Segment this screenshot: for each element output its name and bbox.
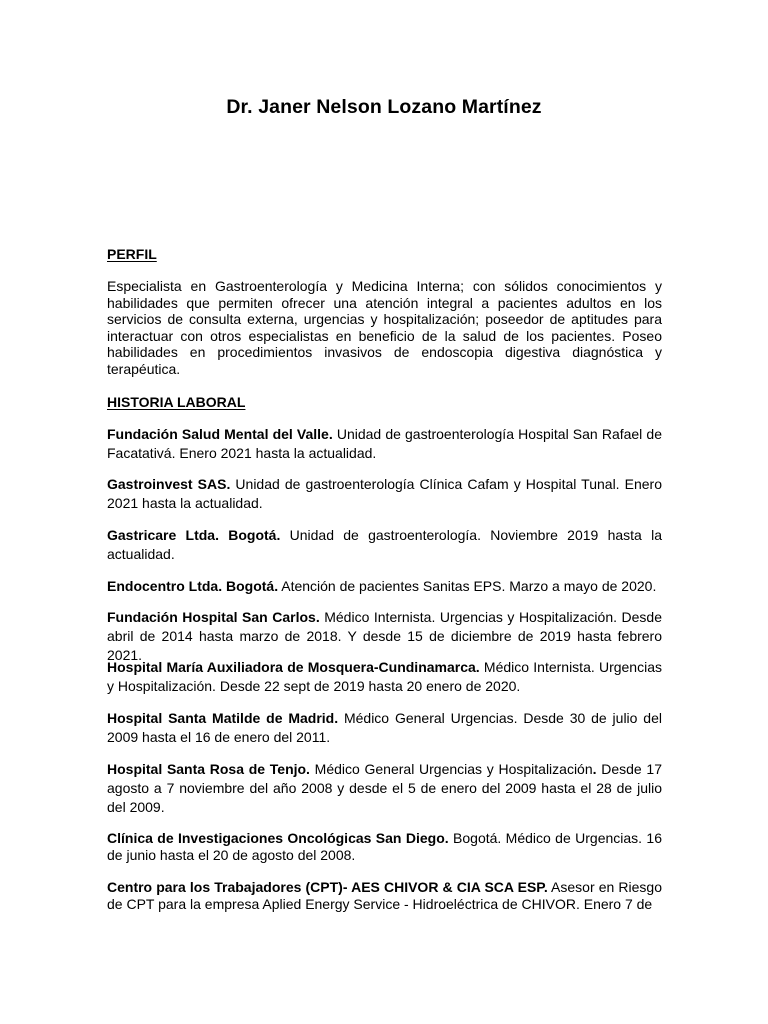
job-details: Asesor en Riesgo de CPT para la empresa Aplied Energy Service - Hidroeléctrica de CHIVOR. Enero 7 de: [107, 879, 663, 912]
job-details: Desde 17 agosto a 7 noviembre del año 2008 y desde el 5 de enero del 2009 hasta el 28 de julio del 2009.: [107, 761, 662, 815]
job-employer: Clínica de Investigaciones Oncológicas San Diego.: [107, 830, 449, 846]
job-details: Médico General Urgencias. Desde 30 de julio del 2009 hasta el 16 de enero del 2011.: [107, 710, 662, 745]
job-details: Médico General Urgencias y Hospitalización: [309, 761, 593, 777]
job-employer: Hospital Santa Matilde de Madrid.: [107, 710, 339, 726]
job-details: Atención de pacientes Sanitas EPS. Marzo a mayo de 2020.: [278, 578, 657, 594]
job-details: Médico Internista. Urgencias y Hospitalización. Desde abril de 2014 hasta marzo de 2018. Y desde 15 de diciembre de 2019 hasta febrero 2021.: [107, 609, 662, 663]
job-employer: Centro para los Trabajadores (CPT)- AES CHIVOR & CIA SCA ESP.: [107, 879, 548, 895]
job-details: Unidad de gastroenterología Clínica Cafam y Hospital Tunal. Enero 2021 hasta la actualidad.: [107, 476, 663, 511]
job-entry: [107, 526, 662, 564]
job-details: Médico Internista. Urgencias y Hospitalización. Desde 22 sept de 2019 hasta 20 enero de 2020.: [107, 659, 662, 694]
job-details-period: .: [592, 761, 597, 777]
job-employer: Gastricare Ltda. Bogotá.: [107, 527, 281, 543]
historia-laboral-heading: HISTORIA LABORAL: [107, 394, 246, 410]
job-employer: Hospital María Auxiliadora de Mosquera-Cundinamarca.: [107, 659, 480, 675]
job-entry: [107, 608, 662, 665]
job-employer: Endocentro Ltda. Bogotá.: [107, 578, 279, 594]
job-employer: Fundación Salud Mental del Valle.: [107, 426, 333, 442]
job-details: Bogotá. Médico de Urgencias. 16 de junio hasta el 20 de agosto del 2008.: [107, 830, 662, 863]
job-entry: [107, 658, 662, 696]
job-details: Unidad de gastroenterología. Noviembre 2019 hasta la actualidad.: [107, 527, 663, 562]
job-employer: Fundación Hospital San Carlos.: [107, 609, 320, 625]
job-employer: Gastroinvest SAS.: [107, 476, 231, 492]
job-entry: [107, 475, 662, 513]
job-employer: Hospital Santa Rosa de Tenjo.: [107, 761, 310, 777]
job-entry: [107, 830, 662, 864]
job-entry: [107, 577, 662, 596]
job-entry: [107, 709, 662, 747]
perfil-heading: PERFIL: [107, 246, 157, 262]
document-title: Dr. Janer Nelson Lozano Martínez: [226, 96, 542, 118]
job-entry: [107, 425, 662, 463]
job-entry: [107, 879, 662, 913]
job-details: Unidad de gastroenterología Hospital San Rafael de Facatativá. Enero 2021 hasta la actualidad.: [107, 426, 662, 461]
perfil-text: Especialista en Gastroenterología y Medicina Interna; con sólidos conocimientos y habilidades que permiten ofrecer una atención integral a pacientes adultos en los servicios de consulta externa, urgencias y hospitalización; poseedor de aptitudes para interactuar con otros especialistas en beneficio de la salud de los pacientes. Poseo habilidades en procedimientos invasivos de endoscopia digestiva diagnóstica y terapéutica.: [107, 278, 662, 377]
job-entry: [107, 760, 662, 817]
